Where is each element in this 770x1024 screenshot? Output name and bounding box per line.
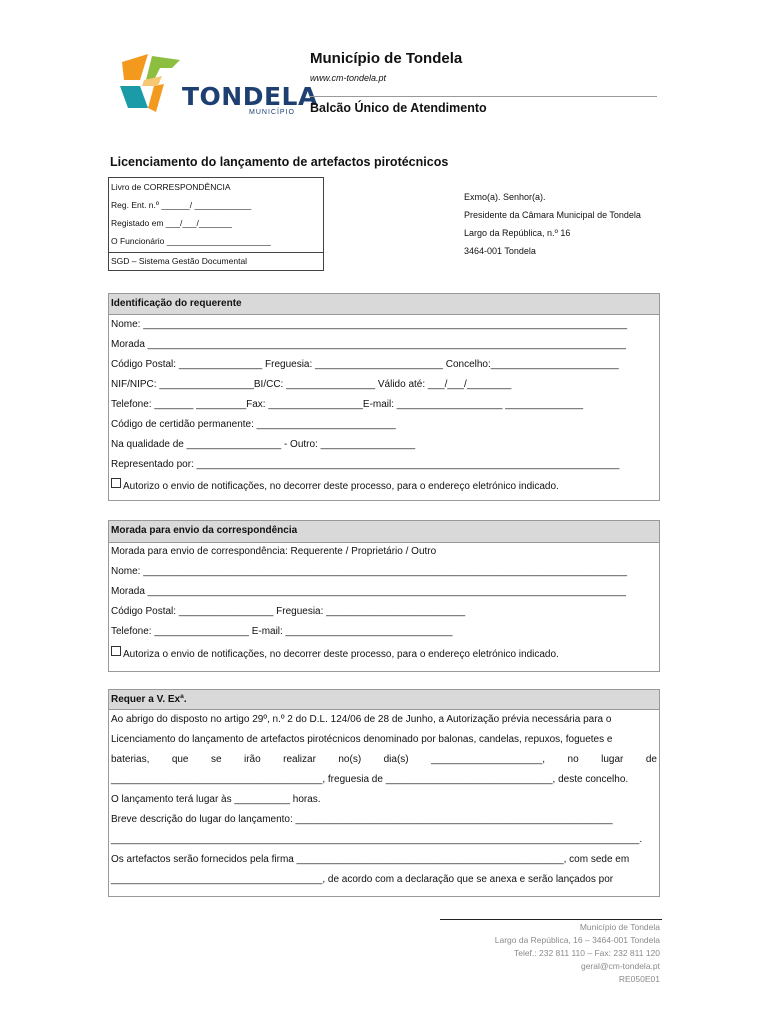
addressee-line-1: Presidente da Câmara Municipal de Tondela [464,210,641,220]
request-paragraph-line-2: Licenciamento do lançamento de artefactos pirotécnicos denominado por balonas, candelas, repuxos, foguetes e [111,734,613,745]
registry-date[interactable]: Registado em ___/___/_______ [111,218,232,228]
request-supplier-field[interactable]: Os artefactos serão fornecidos pela firma ________________________________________________, com sede em [111,854,630,865]
request-word: baterias, [111,754,150,765]
footer-form-code: RE050E01 [618,974,660,984]
requester-section-title: Identificação do requerente [109,294,659,315]
correspondence-recipient-type[interactable]: Morada para envio de correspondência: Requerente / Proprietário / Outro [111,546,437,557]
website-link[interactable]: www.cm-tondela.pt [310,73,387,83]
correspondence-consent-checkbox[interactable] [111,646,121,656]
request-word: no [567,754,579,765]
tondela-logo [118,50,318,120]
footer-municipality: Município de Tondela [579,922,660,932]
request-section [108,689,660,897]
request-days-field[interactable]: ____________________, [431,754,546,765]
registry-box [108,177,324,271]
correspondence-section-title: Morada para envio da correspondência [109,521,659,543]
municipality-title: Município de Tondela [310,50,463,67]
request-paragraph-line-1: Ao abrigo do disposto no artigo 29º, n.º 2 do D.L. 124/06 de 28 de Junho, a Autorização prévia necessária para o [111,714,612,725]
requester-consent-row [111,481,559,492]
request-word: que [171,754,189,765]
requester-represented-field[interactable]: Representado por: ____________________________________________________________________________ [111,459,620,470]
request-time-field[interactable]: O lançamento terá lugar às __________ horas. [111,794,321,805]
addressee-salutation: Exmo(a). Senhor(a). [464,192,546,202]
requester-phone-field[interactable]: Telefone: _______ _________Fax: _________________E-mail: ___________________ ______________ [111,399,584,410]
footer-divider [440,919,662,920]
footer-address: Largo da República, 16 – 3464-001 Tondela [494,935,660,945]
requester-name-field[interactable]: Nome: _______________________________________________________________________________________ [111,319,628,330]
requester-certificate-field[interactable]: Código de certidão permanente: _________________________ [111,419,396,430]
correspondence-address-field[interactable]: Morada ______________________________________________________________________________________ [111,586,626,597]
correspondence-name-field[interactable]: Nome: _______________________________________________________________________________________ [111,566,628,577]
requester-consent-label: Autorizo o envio de notificações, no decorrer deste processo, para o endereço eletrónico indicado. [123,481,559,492]
correspondence-phone-field[interactable]: Telefone: _________________ E-mail: ______________________________ [111,626,453,637]
header-divider [310,96,657,97]
addressee-line-3: 3464-001 Tondela [464,246,536,256]
registry-system: SGD – Sistema Gestão Documental [111,256,248,266]
requester-nif-field[interactable]: NIF/NIPC: _________________BI/CC: ________________ Válido até: ___/___/________ [111,379,512,390]
logo-subtext: MUNICÍPIO [249,109,295,116]
requester-address-field[interactable]: Morada ______________________________________________________________________________________ [111,339,626,350]
request-word: no(s) [338,754,362,765]
registry-clerk[interactable]: O Funcionário ______________________ [111,236,271,246]
request-word: lugar [601,754,624,765]
requester-consent-checkbox[interactable] [111,478,121,488]
request-word: se [210,754,222,765]
request-word: irão [243,754,261,765]
requester-postal-field[interactable]: Código Postal: _______________ Freguesia: _______________________ Concelho:_______________________ [111,359,619,370]
correspondence-section [108,520,660,672]
request-place-description-continuation[interactable]: _______________________________________________________________________________________________. [111,834,643,845]
request-word: de [645,754,657,765]
addressee-line-2: Largo da República, n.º 16 [464,228,571,238]
footer-phone: Telef.: 232 811 110 – Fax: 232 811 120 [513,948,660,958]
registry-divider [109,252,323,253]
registry-entry-number[interactable]: Reg. Ent. n.º ______/ ____________ [111,200,252,210]
request-section-title: Requer a V. Exª. [109,690,659,710]
request-paragraph-line-3[interactable] [111,754,657,765]
service-title: Balcão Único de Atendimento [310,101,487,115]
registry-book: Livro de CORRESPONDÊNCIA [111,182,231,192]
document-title: Licenciamento do lançamento de artefactos pirotécnicos [110,155,449,169]
correspondence-consent-row [111,649,559,660]
logo-wordmark: TONDELA [182,82,318,111]
footer-email[interactable]: geral@cm-tondela.pt [580,961,660,971]
request-location-field[interactable]: ______________________________________, freguesia de ______________________________, deste concelho. [111,774,629,785]
request-supplier-address-field[interactable]: ______________________________________, de acordo com a declaração que se anexa e serão lançados por [111,874,614,885]
requester-section [108,293,660,501]
request-place-description-field[interactable]: Breve descrição do lugar do lançamento: _________________________________________________________ [111,814,613,825]
requester-capacity-field[interactable]: Na qualidade de _________________ - Outro: _________________ [111,439,416,450]
correspondence-consent-label: Autoriza o envio de notificações, no decorrer deste processo, para o endereço eletrónico indicado. [123,649,559,660]
request-word: dia(s) [383,754,409,765]
request-word: realizar [283,754,316,765]
correspondence-postal-field[interactable]: Código Postal: _________________ Freguesia: _________________________ [111,606,466,617]
